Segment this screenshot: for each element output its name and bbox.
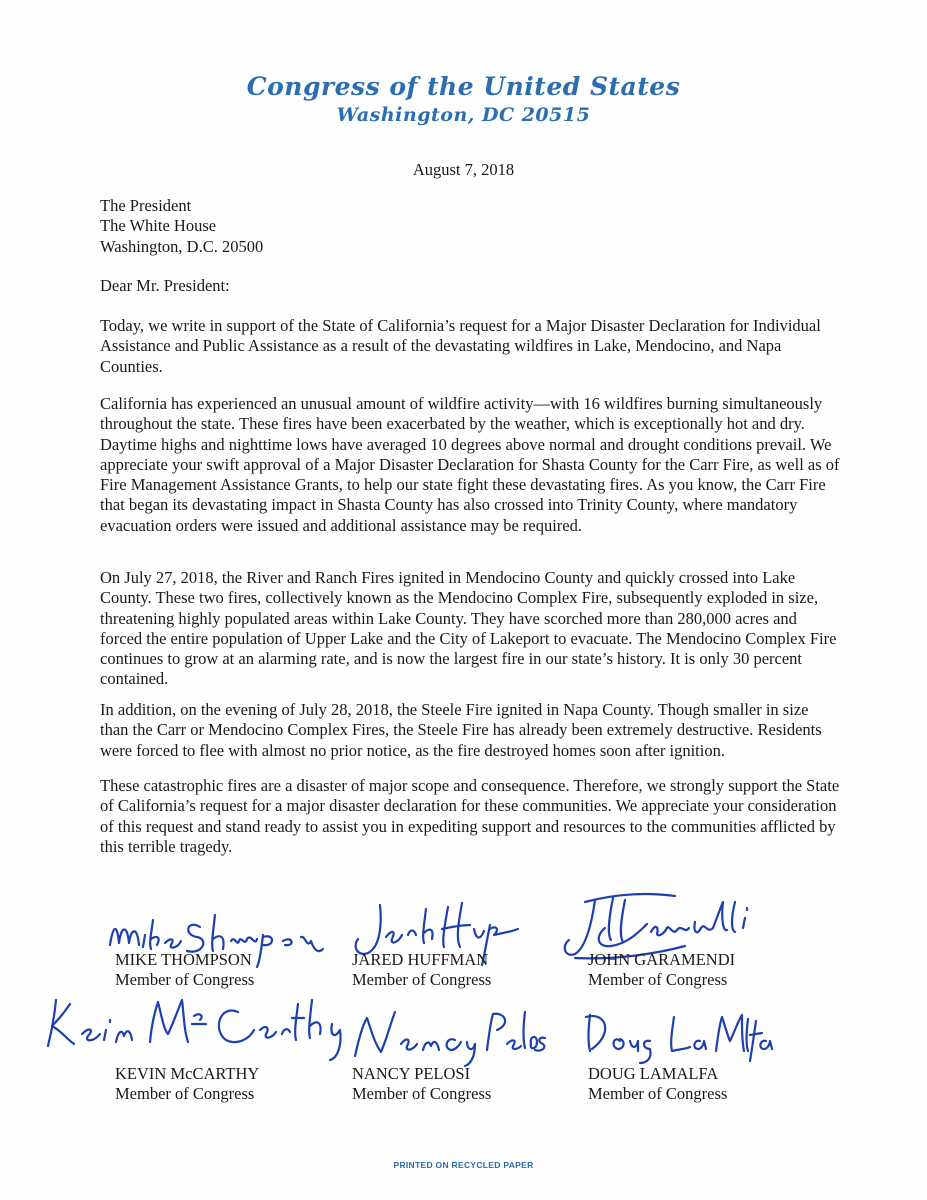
- recipient-line-3: Washington, D.C. 20500: [100, 236, 264, 256]
- recipient-line-2: The White House: [100, 216, 217, 236]
- signatory-pelosi: [352, 1064, 491, 1104]
- signature-mccarthy: [40, 990, 360, 1065]
- signatory-mccarthy: [115, 1064, 259, 1104]
- signatory-name: MIKE THOMPSON: [115, 950, 252, 969]
- recipient-address: [100, 196, 840, 257]
- signatory-lamalfa: [588, 1064, 727, 1104]
- signatory-thompson: [115, 950, 254, 990]
- signatory-title: Member of Congress: [115, 1084, 255, 1103]
- salutation: Dear Mr. President:: [100, 276, 230, 295]
- recycled-paper-footer: PRINTED ON RECYCLED PAPER: [393, 1160, 534, 1170]
- signature-lamalfa: [580, 1005, 775, 1065]
- signatory-title: Member of Congress: [588, 970, 728, 989]
- letter-date: August 7, 2018: [412, 160, 515, 179]
- signatory-garamendi: [588, 950, 735, 990]
- signatory-title: Member of Congress: [115, 970, 255, 989]
- signatory-name: JARED HUFFMAN: [352, 950, 489, 969]
- signatory-huffman: [352, 950, 491, 990]
- signatory-name: NANCY PELOSI: [352, 1064, 471, 1083]
- recipient-line-1: The President: [100, 196, 192, 215]
- signature-pelosi: [335, 1000, 550, 1070]
- signatory-title: Member of Congress: [588, 1084, 728, 1103]
- signatory-name: DOUG LAMALFA: [588, 1064, 719, 1083]
- body-paragraph-3: On July 27, 2018, the River and Ranch Fires ignited in Mendocino County and quickly crossed into Lake County. These two fires, collectively known as the Mendocino Complex Fire, subsequently exploded in size, threatening highly populated areas within Lake County. They have scorched more than 280,000 acres and forced the entire population of Upper Lake and the City of Lakeport to evacuate. The Mendocino Complex Fire continues to grow at an alarming rate, and is now the largest fire in our state’s history. It is only 30 percent contained.: [100, 568, 837, 689]
- signatory-name: JOHN GARAMENDI: [588, 950, 736, 969]
- body-paragraph-2: California has experienced an unusual amount of wildfire activity—with 16 wildfires burning simultaneously throughout the state. These fires have been exacerbated by the weather, which is exceptionally hot and dry. Daytime highs and nighttime lows have averaged 10 degrees above normal and drought conditions prevail. We appreciate your swift approval of a Major Disaster Declaration for Shasta County for the Carr Fire, as well as of Fire Management Assistance Grants, to help our state fight these devastating fires. As you know, the Carr Fire that began its devastating impact in Shasta County has also crossed into Trinity County, where mandatory evacuation orders were issued and additional assistance may be required.: [100, 394, 840, 535]
- body-paragraph-1: Today, we write in support of the State of California’s request for a Major Disaster Declaration for Individual Assistance and Public Assistance as a result of the devastating wildfires in Lake, Mendocino, and Napa Counties.: [100, 316, 821, 376]
- body-paragraph-5: These catastrophic fires are a disaster of major scope and consequence. Therefore, we strongly support the State of California’s request for a major disaster declaration for these communities. We appreciate your consideration of this request and stand ready to assist you in expediting support and resources to the communities afflicted by this terrible tragedy.: [100, 776, 840, 856]
- signatory-title: Member of Congress: [352, 1084, 492, 1103]
- letterhead-address: Washington, DC 20515: [336, 104, 591, 126]
- signatory-name: KEVIN McCARTHY: [115, 1064, 260, 1083]
- body-paragraph-4: In addition, on the evening of July 28, 2018, the Steele Fire ignited in Napa County. Though smaller in size than the Carr or Mendocino Complex Fires, the Steele Fire has already been extremely destructive. Residents were forced to flee with almost no prior notice, as the fire destroyed homes soon after ignition.: [100, 700, 822, 760]
- signatory-title: Member of Congress: [352, 970, 492, 989]
- letterhead-title: Congress of the United States: [246, 72, 681, 101]
